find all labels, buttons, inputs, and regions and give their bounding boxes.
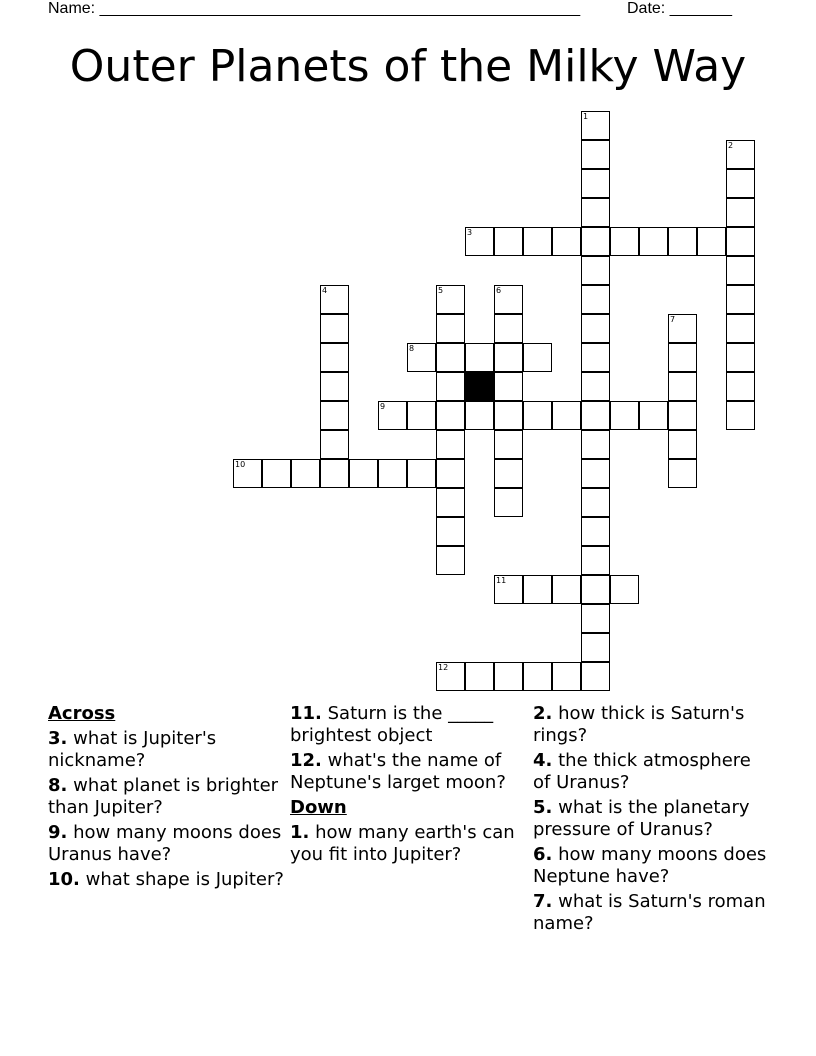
clue-number: 5. bbox=[533, 797, 553, 818]
crossword-cell[interactable] bbox=[233, 459, 262, 488]
crossword-cell[interactable] bbox=[262, 459, 291, 488]
crossword-cell[interactable] bbox=[407, 459, 436, 488]
crossword-cell[interactable] bbox=[465, 343, 494, 372]
clue-number: 10. bbox=[48, 869, 80, 890]
clue-across-11 bbox=[290, 703, 526, 747]
crossword-cell[interactable] bbox=[523, 575, 552, 604]
clues-column-1 bbox=[48, 703, 284, 894]
crossword-cell[interactable] bbox=[320, 314, 349, 343]
clue-number-label: 1 bbox=[583, 112, 589, 121]
across-heading: Across bbox=[48, 703, 116, 724]
crossword-cell[interactable] bbox=[581, 517, 610, 546]
crossword-cell[interactable] bbox=[523, 343, 552, 372]
clue-across-10 bbox=[48, 869, 284, 891]
page-title: Outer Planets of the Milky Way bbox=[69, 41, 747, 92]
crossword-cell[interactable] bbox=[494, 430, 523, 459]
crossword-cell[interactable] bbox=[436, 285, 465, 314]
clue-number-label: 6 bbox=[496, 286, 502, 295]
crossword-cell[interactable] bbox=[349, 459, 378, 488]
crossword-cell[interactable] bbox=[581, 227, 610, 256]
crossword-cell[interactable] bbox=[494, 227, 523, 256]
crossword-cell[interactable] bbox=[494, 575, 523, 604]
clue-text: what planet is brighter than Jupiter? bbox=[48, 775, 279, 818]
crossword-cell[interactable] bbox=[378, 459, 407, 488]
crossword-cell[interactable] bbox=[552, 575, 581, 604]
crossword-cell[interactable] bbox=[494, 459, 523, 488]
crossword-cell[interactable] bbox=[726, 401, 755, 430]
clue-across-9 bbox=[48, 822, 284, 866]
crossword-cell[interactable] bbox=[494, 314, 523, 343]
crossword-cell[interactable] bbox=[726, 227, 755, 256]
crossword-cell[interactable] bbox=[523, 662, 552, 691]
crossword-cell[interactable] bbox=[436, 488, 465, 517]
clue-number-label: 5 bbox=[438, 286, 444, 295]
clue-down-6 bbox=[533, 844, 769, 888]
crossword-cell[interactable] bbox=[581, 488, 610, 517]
crossword-cell[interactable] bbox=[407, 343, 436, 372]
crossword-cell[interactable] bbox=[494, 401, 523, 430]
crossword-cell[interactable] bbox=[436, 343, 465, 372]
clue-number-label: 12 bbox=[438, 663, 449, 672]
crossword-cell[interactable] bbox=[726, 140, 755, 169]
clue-text: what's the name of Neptune's larget moon? bbox=[290, 750, 506, 793]
clue-number: 9. bbox=[48, 822, 68, 843]
crossword-cell[interactable] bbox=[726, 343, 755, 372]
clue-number-label: 11 bbox=[496, 576, 507, 585]
clue-text: how many earth's can you fit into Jupiter? bbox=[290, 822, 515, 865]
crossword-cell[interactable] bbox=[726, 198, 755, 227]
crossword-cell[interactable] bbox=[668, 314, 697, 343]
crossword-cell[interactable] bbox=[697, 227, 726, 256]
clue-number-label: 8 bbox=[409, 344, 415, 353]
crossword-cell[interactable] bbox=[436, 662, 465, 691]
crossword-cell[interactable] bbox=[320, 372, 349, 401]
clue-across-12 bbox=[290, 750, 526, 794]
crossword-cell[interactable] bbox=[726, 169, 755, 198]
crossword-cell[interactable] bbox=[320, 401, 349, 430]
clue-number-label: 7 bbox=[670, 315, 676, 324]
clue-text: what is Saturn's roman name? bbox=[533, 891, 766, 934]
crossword-cell[interactable] bbox=[668, 343, 697, 372]
crossword-cell[interactable] bbox=[581, 111, 610, 140]
crossword-cell[interactable] bbox=[378, 401, 407, 430]
crossword-cell[interactable] bbox=[726, 372, 755, 401]
crossword-cell[interactable] bbox=[581, 314, 610, 343]
clue-number-label: 10 bbox=[235, 460, 246, 469]
crossword-cell[interactable] bbox=[581, 459, 610, 488]
crossword-cell[interactable] bbox=[610, 227, 639, 256]
date-field-label: Date: _______ bbox=[627, 0, 732, 17]
crossword-cell[interactable] bbox=[581, 575, 610, 604]
clue-number-label: 2 bbox=[728, 141, 734, 150]
crossword-cell[interactable] bbox=[581, 198, 610, 227]
crossword-cell[interactable] bbox=[320, 285, 349, 314]
clue-down-2 bbox=[533, 703, 769, 747]
crossword-cell[interactable] bbox=[494, 662, 523, 691]
crossword-cell[interactable] bbox=[581, 546, 610, 575]
crossword-cell[interactable] bbox=[639, 227, 668, 256]
crossword-cell[interactable] bbox=[436, 401, 465, 430]
crossword-cell[interactable] bbox=[581, 662, 610, 691]
clue-text: what is Jupiter's nickname? bbox=[48, 728, 217, 771]
crossword-cell[interactable] bbox=[668, 459, 697, 488]
crossword-cell[interactable] bbox=[610, 575, 639, 604]
clue-text: Saturn is the _____ brightest object bbox=[290, 703, 494, 746]
crossword-cell[interactable] bbox=[552, 662, 581, 691]
crossword-cell[interactable] bbox=[320, 459, 349, 488]
black-square bbox=[465, 372, 494, 401]
crossword-cell[interactable] bbox=[523, 227, 552, 256]
clue-number: 1. bbox=[290, 822, 310, 843]
clue-across-3 bbox=[48, 728, 284, 772]
crossword-cell[interactable] bbox=[494, 343, 523, 372]
clues-column-2 bbox=[290, 703, 526, 869]
crossword-cell[interactable] bbox=[436, 459, 465, 488]
crossword-cell[interactable] bbox=[436, 314, 465, 343]
name-field-label: Name: ______________________________________________________ bbox=[48, 0, 581, 17]
clue-number-label: 9 bbox=[380, 402, 386, 411]
crossword-cell[interactable] bbox=[581, 169, 610, 198]
crossword-cell[interactable] bbox=[668, 227, 697, 256]
crossword-cell[interactable] bbox=[581, 140, 610, 169]
crossword-cell[interactable] bbox=[552, 401, 581, 430]
crossword-cell[interactable] bbox=[552, 227, 581, 256]
crossword-cell[interactable] bbox=[668, 401, 697, 430]
crossword-cell[interactable] bbox=[668, 430, 697, 459]
crossword-cell[interactable] bbox=[581, 633, 610, 662]
clue-number: 4. bbox=[533, 750, 553, 771]
clue-number-label: 4 bbox=[322, 286, 328, 295]
crossword-cell[interactable] bbox=[639, 401, 668, 430]
crossword-cell[interactable] bbox=[726, 314, 755, 343]
crossword-cell[interactable] bbox=[726, 256, 755, 285]
clue-number: 6. bbox=[533, 844, 553, 865]
clue-across-8 bbox=[48, 775, 284, 819]
clue-text: how thick is Saturn's rings? bbox=[533, 703, 745, 746]
crossword-cell[interactable] bbox=[436, 430, 465, 459]
crossword-cell[interactable] bbox=[465, 227, 494, 256]
crossword-cell[interactable] bbox=[320, 430, 349, 459]
crossword-cell[interactable] bbox=[668, 372, 697, 401]
clue-down-1 bbox=[290, 822, 526, 866]
crossword-cell[interactable] bbox=[407, 401, 436, 430]
crossword-cell[interactable] bbox=[494, 285, 523, 314]
clue-down-7 bbox=[533, 891, 769, 935]
clue-number-label: 3 bbox=[467, 228, 473, 237]
clue-text: how many moons does Neptune have? bbox=[533, 844, 767, 887]
clue-number: 8. bbox=[48, 775, 68, 796]
clues-column-3 bbox=[533, 703, 769, 938]
crossword-cell[interactable] bbox=[726, 285, 755, 314]
clue-text: what shape is Jupiter? bbox=[85, 869, 284, 890]
clue-down-5 bbox=[533, 797, 769, 841]
crossword-cell[interactable] bbox=[581, 604, 610, 633]
crossword-cell[interactable] bbox=[610, 401, 639, 430]
clue-number: 12. bbox=[290, 750, 322, 771]
clue-text: the thick atmosphere of Uranus? bbox=[533, 750, 751, 793]
clue-number: 7. bbox=[533, 891, 553, 912]
crossword-cell[interactable] bbox=[494, 372, 523, 401]
crossword-cell[interactable] bbox=[436, 372, 465, 401]
crossword-cell[interactable] bbox=[291, 459, 320, 488]
crossword-cell[interactable] bbox=[436, 517, 465, 546]
clue-text: what is the planetary pressure of Uranus? bbox=[533, 797, 750, 840]
down-heading: Down bbox=[290, 797, 347, 818]
crossword-cell[interactable] bbox=[581, 343, 610, 372]
crossword-cell[interactable] bbox=[581, 285, 610, 314]
crossword-cell[interactable] bbox=[523, 401, 552, 430]
crossword-cell[interactable] bbox=[436, 546, 465, 575]
crossword-cell[interactable] bbox=[320, 343, 349, 372]
crossword-cell[interactable] bbox=[494, 488, 523, 517]
crossword-cell[interactable] bbox=[581, 401, 610, 430]
crossword-cell[interactable] bbox=[465, 401, 494, 430]
crossword-cell[interactable] bbox=[581, 372, 610, 401]
clue-text: how many moons does Uranus have? bbox=[48, 822, 282, 865]
clue-number: 2. bbox=[533, 703, 553, 724]
crossword-cell[interactable] bbox=[465, 662, 494, 691]
crossword-cell[interactable] bbox=[581, 256, 610, 285]
crossword-cell[interactable] bbox=[581, 430, 610, 459]
clue-number: 11. bbox=[290, 703, 322, 724]
clue-number: 3. bbox=[48, 728, 68, 749]
clue-down-4 bbox=[533, 750, 769, 794]
